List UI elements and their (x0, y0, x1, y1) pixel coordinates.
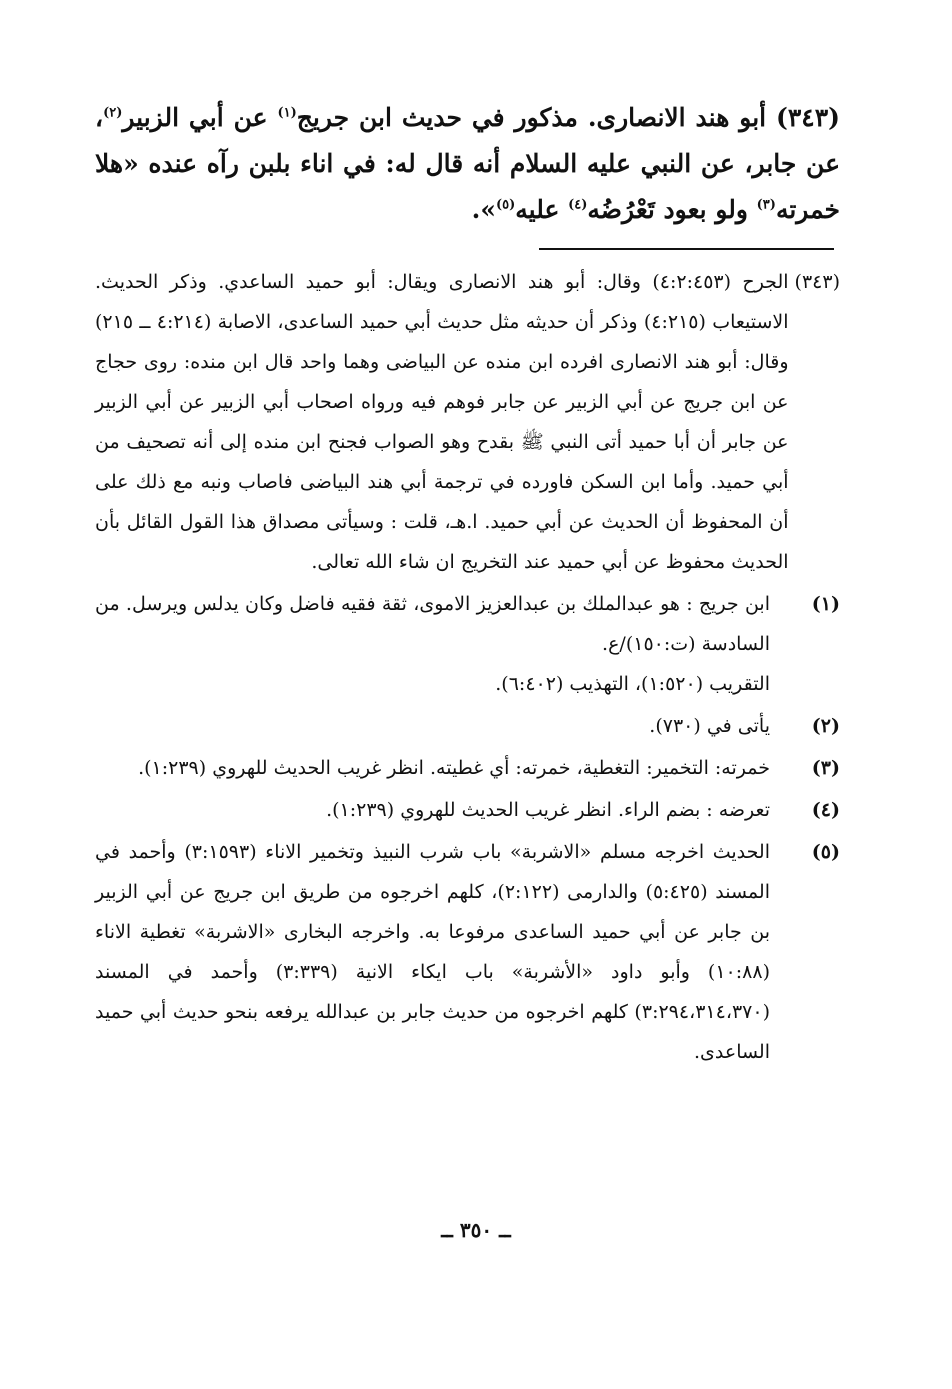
footnote-text (95, 706, 770, 746)
footnote-number: (١) (811, 593, 840, 615)
footnote-paragraph: يأتى في (٧٣٠). (649, 715, 770, 737)
footnote-ref-4[interactable]: (٤) (568, 197, 588, 213)
footnote-paragraph: الحديث اخرجه مسلم «الاشربة» باب شرب النبيذ وتخمير الاناء (٣:١٥٩٣) وأحمد في المسند (٥:٤٢٥) والدارمى (٢:١٢٢)، كلهم اخرجوه من طريق ابن جريج عن أبي الزبير بن جابر عن أبي حميد الساعدى مرفوعا به. واخرجه البخارى «الاشربة» تغطية الاناء (١٠:٨٨) وأبو داود «الأشربة» باب ايكاء الانية (٣:٣٣٩) وأحمد في المسند (٣:٢٩٤،٣١٤،٣٧٠) كلهم اخرجوه من حديث جابر بن عبدالله يرفعه بنحو حديث أبي حميد الساعدى. (95, 841, 770, 1063)
footnote-number: (٤) (811, 799, 840, 821)
entry-text: عن أبي الزبير (122, 103, 278, 132)
footnote-ref-1[interactable]: (١) (277, 105, 297, 121)
footnote-number: (٣٤٣) (794, 271, 840, 293)
entry-number: (٣٤٣) (776, 103, 840, 132)
footnote-ref-3[interactable]: (٣) (756, 197, 776, 213)
footnote-text (95, 790, 770, 830)
footnote-ref-5[interactable]: (٥) (495, 197, 516, 213)
footnotes (95, 262, 840, 1074)
footnote-number: (٢) (811, 715, 840, 737)
hadith-entry (95, 95, 840, 233)
footnote-paragraph: ابن جريج : هو عبدالملك بن عبدالعزيز الاموى، ثقة فقيه فاضل وكان يدلس ويرسل. من السادسة (ت:١٥٠)/ع. (95, 593, 770, 655)
entry-text: عليه (515, 195, 569, 224)
footnote-paragraph: التقريب (١:٥٢٠)، التهذيب (٦:٤٠٢). (495, 673, 770, 695)
footnote-text (95, 262, 789, 582)
footnote-main (95, 262, 840, 582)
footnote-1 (95, 584, 840, 704)
footnote-separator (539, 248, 834, 250)
entry-text: أبو هند الانصارى. مذكور في حديث ابن جريج (296, 103, 777, 132)
entry-text: ، عن جابر، عن النبي عليه السلام أنه قال له: في اناء بلبن رآه عنده «هلا خمرته (95, 103, 840, 224)
footnote-ref-2[interactable]: (٢) (103, 105, 123, 121)
footnote-text (95, 584, 770, 704)
footnote-4 (95, 790, 840, 830)
footnote-3 (95, 748, 840, 788)
footnote-paragraph: خمرته: التخمير: التغطية، خمرته: أي غطيته. انظر غريب الحديث للهروي (١:٢٣٩). (138, 757, 770, 779)
footnote-5 (95, 832, 840, 1072)
footnote-paragraph: الجرح (٤:٢:٤٥٣) وقال: أبو هند الانصارى ويقال: أبو حميد الساعدي. وذكر الحديث. الاستيعاب (٤:٢١٥) وذكر أن حديثه مثل حديث أبي حميد الساعدى، الاصابة (٤:٢١٤ ــ ٢١٥) وقال: أبو هند الانصارى افرده ابن منده عن البياضى وهما واحد قال ابن منده: روى حجاج عن ابن جريج عن أبي الزبير عن جابر فوهم فيه ورواه اصحاب أبي الزبير عن أبي الزبير عن جابر أن أبا حميد أتى النبي ﷺ بقدح وهو الصواب فجنح ابن منده إلى أنه تصحيف من أبي حميد. وأما ابن السكن فاورده في ترجمة أبي هند البياضى فاصاب ونبه مع ذلك على أن المحفوظ أن الحديث عن أبي حميد. ا.هـ، قلت : وسيأتى مصداق هذا القول القائل بأن الحديث محفوظ عن أبي حميد عند التخريج ان شاء الله تعالى. (95, 271, 789, 573)
footnote-paragraph: تعرضه : بضم الراء. انظر غريب الحديث للهروي (١:٢٣٩). (326, 799, 770, 821)
footnote-number: (٣) (811, 757, 840, 779)
footnote-text (95, 748, 770, 788)
footnote-2 (95, 706, 840, 746)
footnote-text (95, 832, 770, 1072)
entry-text: ». (471, 195, 496, 224)
footnote-number: (٥) (811, 841, 840, 863)
entry-text: ولو بعود تَعْرُضُه (587, 195, 757, 224)
page-number: ــ ٣٥٠ ــ (441, 1218, 511, 1242)
